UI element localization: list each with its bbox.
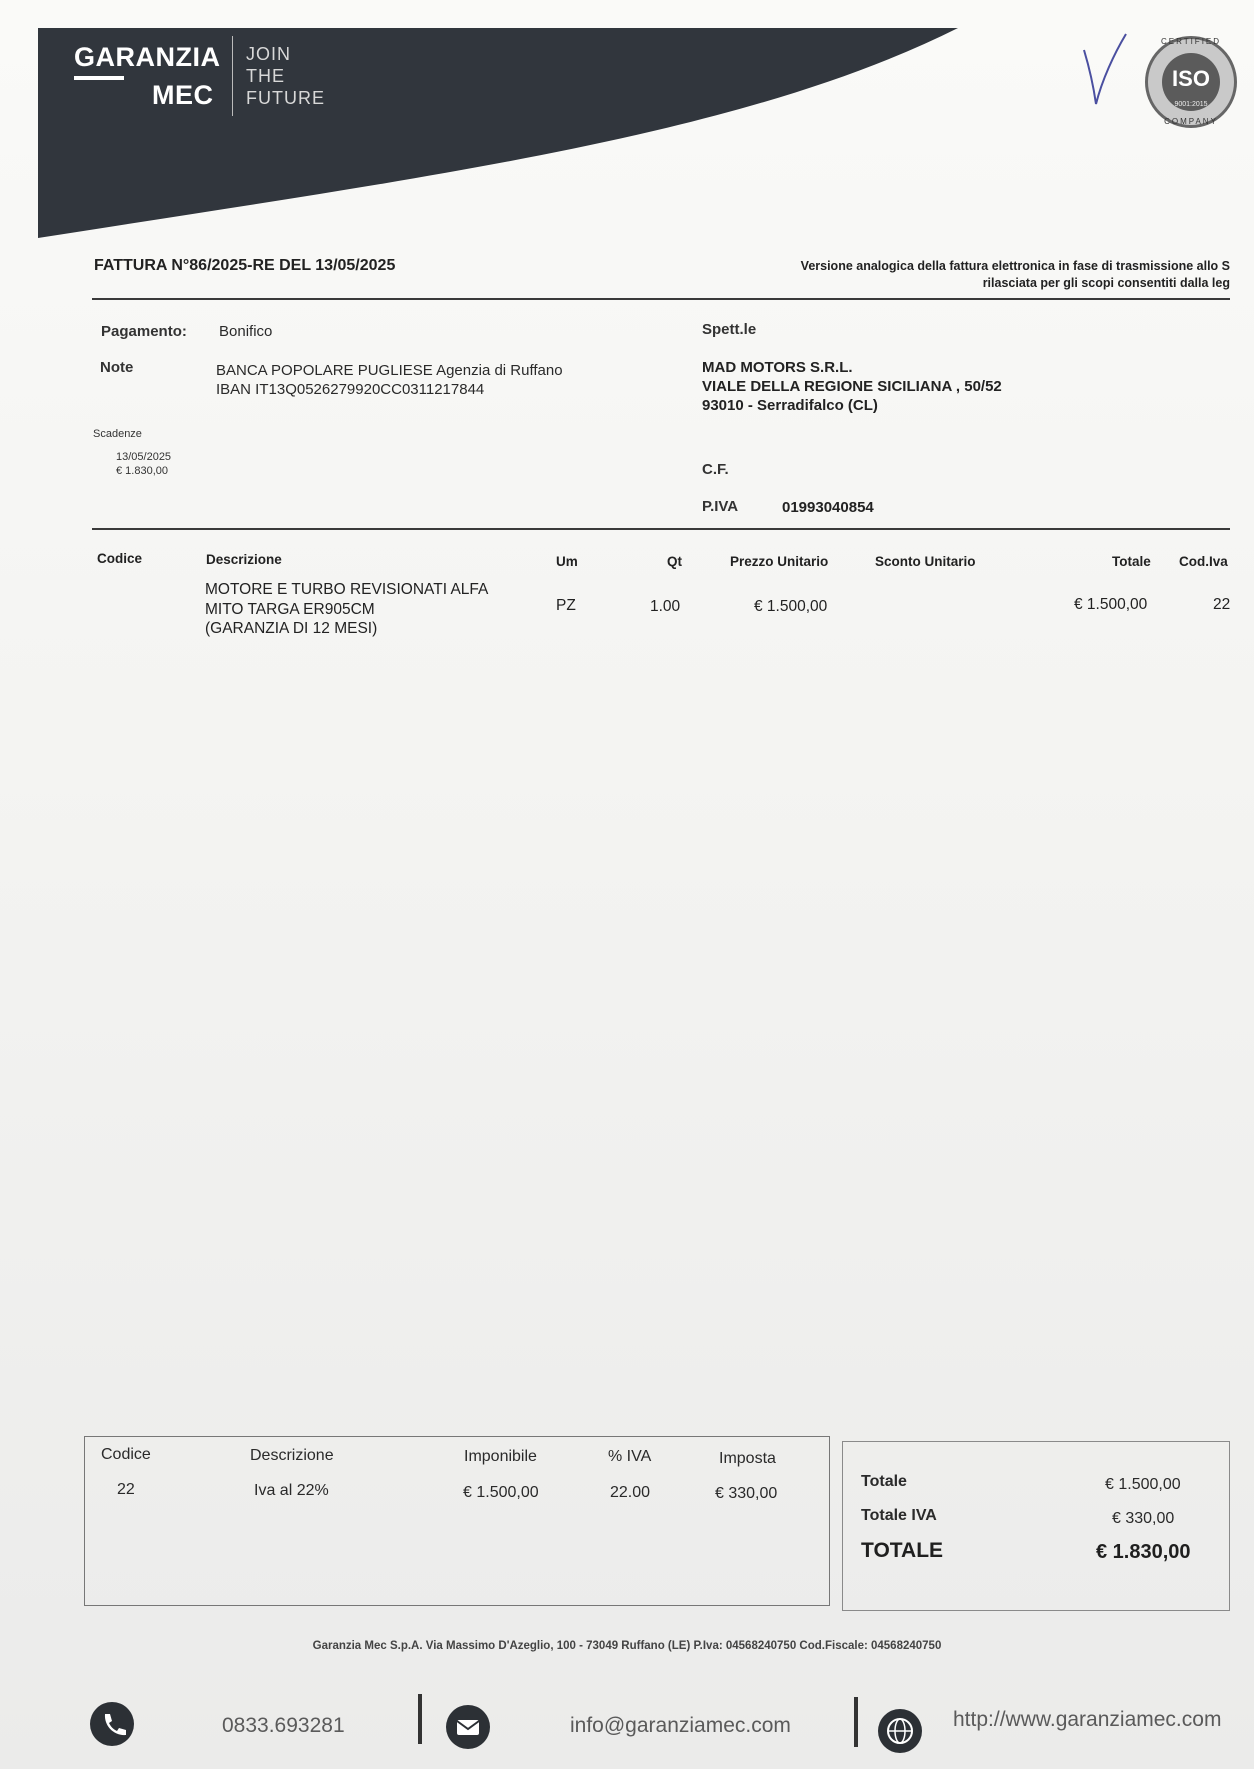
vat-col-tax: Imposta (719, 1450, 776, 1467)
vat-row-tax: € 330,00 (715, 1485, 778, 1502)
brand-name-line2: MEC (152, 80, 214, 110)
grand-total-value: € 1.830,00 (1096, 1541, 1191, 1563)
tagline-2: THE (246, 66, 285, 86)
subtotal-label: Totale (861, 1473, 907, 1490)
vat-col-description: Descrizione (250, 1447, 334, 1464)
col-vat-code: Cod.Iva (1179, 554, 1228, 569)
vat-col-taxable: Imponibile (464, 1448, 537, 1465)
footer-website[interactable]: http://www.garanziamec.com (953, 1708, 1222, 1731)
footer-email[interactable]: info@garanziamec.com (570, 1714, 791, 1737)
customer-city: 93010 - Serradifalco (CL) (702, 397, 878, 414)
col-total: Totale (1112, 554, 1151, 569)
customer-address: VIALE DELLA REGIONE SICILIANA , 50/52 (702, 378, 1002, 395)
col-description: Descrizione (206, 552, 282, 567)
iso-icon: ISO (1162, 53, 1220, 111)
vat-row-description: Iva al 22% (254, 1482, 329, 1499)
piva-label: P.IVA (702, 498, 739, 515)
iso-bottom-text: COMPANY (1164, 117, 1218, 126)
brand-underline (74, 76, 124, 80)
globe-icon (878, 1709, 922, 1753)
cf-label: C.F. (702, 461, 729, 478)
vat-row-rate: 22.00 (610, 1484, 651, 1501)
note-label: Note (100, 359, 134, 376)
due-amount: € 1.830,00 (116, 465, 168, 477)
item-vat-code: 22 (1213, 596, 1231, 613)
mail-icon (446, 1705, 490, 1749)
total-vat-value: € 330,00 (1112, 1510, 1175, 1527)
item-description-line3: (GARANZIA DI 12 MESI) (205, 620, 378, 637)
iso-standard: 9001:2015 (1174, 101, 1208, 108)
payment-label: Pagamento: (101, 323, 187, 340)
iso-certified-badge (1145, 36, 1237, 128)
due-label: Scadenze (93, 428, 142, 440)
vat-col-code: Codice (101, 1446, 151, 1463)
col-um: Um (556, 554, 578, 569)
vat-row-code: 22 (117, 1481, 135, 1498)
vat-row-taxable: € 1.500,00 (463, 1484, 539, 1501)
brand-name-line1: GARANZIA (74, 42, 221, 72)
col-qty: Qt (667, 554, 682, 569)
invoice-title: FATTURA N°86/2025-RE DEL 13/05/2025 (94, 257, 396, 274)
item-description-line1: MOTORE E TURBO REVISIONATI ALFA (205, 581, 489, 598)
divider-items (92, 528, 1230, 530)
col-code: Codice (97, 551, 143, 566)
iso-top-text: CERTIFIED (1160, 37, 1222, 46)
phone-icon (90, 1702, 134, 1746)
customer-name: MAD MOTORS S.R.L. (702, 359, 853, 376)
vat-col-rate: % IVA (608, 1448, 652, 1465)
item-qty: 1.00 (650, 598, 681, 615)
tagline-1: JOIN (246, 44, 292, 64)
note-line1: BANCA POPOLARE PUGLIESE Agenzia di Ruffano (216, 362, 563, 379)
col-discount: Sconto Unitario (875, 554, 976, 569)
item-unit-price: € 1.500,00 (754, 598, 828, 615)
payment-method: Bonifico (219, 323, 273, 340)
logo-divider (232, 36, 233, 116)
company-info: Garanzia Mec S.p.A. Via Massimo D'Azeglio, 100 - 73049 Ruffano (LE) P.Iva: 04568240750 Cod.Fiscale: 04568240750 (312, 1640, 942, 1652)
subtotal-value: € 1.500,00 (1105, 1476, 1181, 1493)
item-total: € 1.500,00 (1074, 596, 1148, 613)
analog-notice-line2: rilasciata per gli scopi consentiti dalla leg (982, 276, 1230, 290)
handwritten-check-icon (1080, 30, 1130, 110)
piva-value: 01993040854 (782, 499, 874, 516)
tagline-3: FUTURE (246, 88, 325, 108)
footer-separator-1 (418, 1694, 422, 1744)
customer-label: Spett.le (702, 321, 757, 338)
grand-total-label: TOTALE (861, 1539, 944, 1562)
divider-top (92, 298, 1230, 300)
analog-notice-line1: Versione analogica della fattura elettronica in fase di trasmissione allo S (800, 259, 1230, 273)
col-unit-price: Prezzo Unitario (730, 554, 829, 569)
note-line2: IBAN IT13Q0526279920CC0311217844 (216, 381, 485, 398)
footer-phone[interactable]: 0833.693281 (222, 1714, 345, 1737)
analog-notice (801, 258, 1230, 292)
footer-separator-2 (854, 1697, 858, 1747)
item-um: PZ (556, 597, 576, 614)
total-vat-label: Totale IVA (861, 1507, 937, 1524)
item-description-line2: MITO TARGA ER905CM (205, 601, 375, 618)
due-date: 13/05/2025 (116, 451, 172, 463)
